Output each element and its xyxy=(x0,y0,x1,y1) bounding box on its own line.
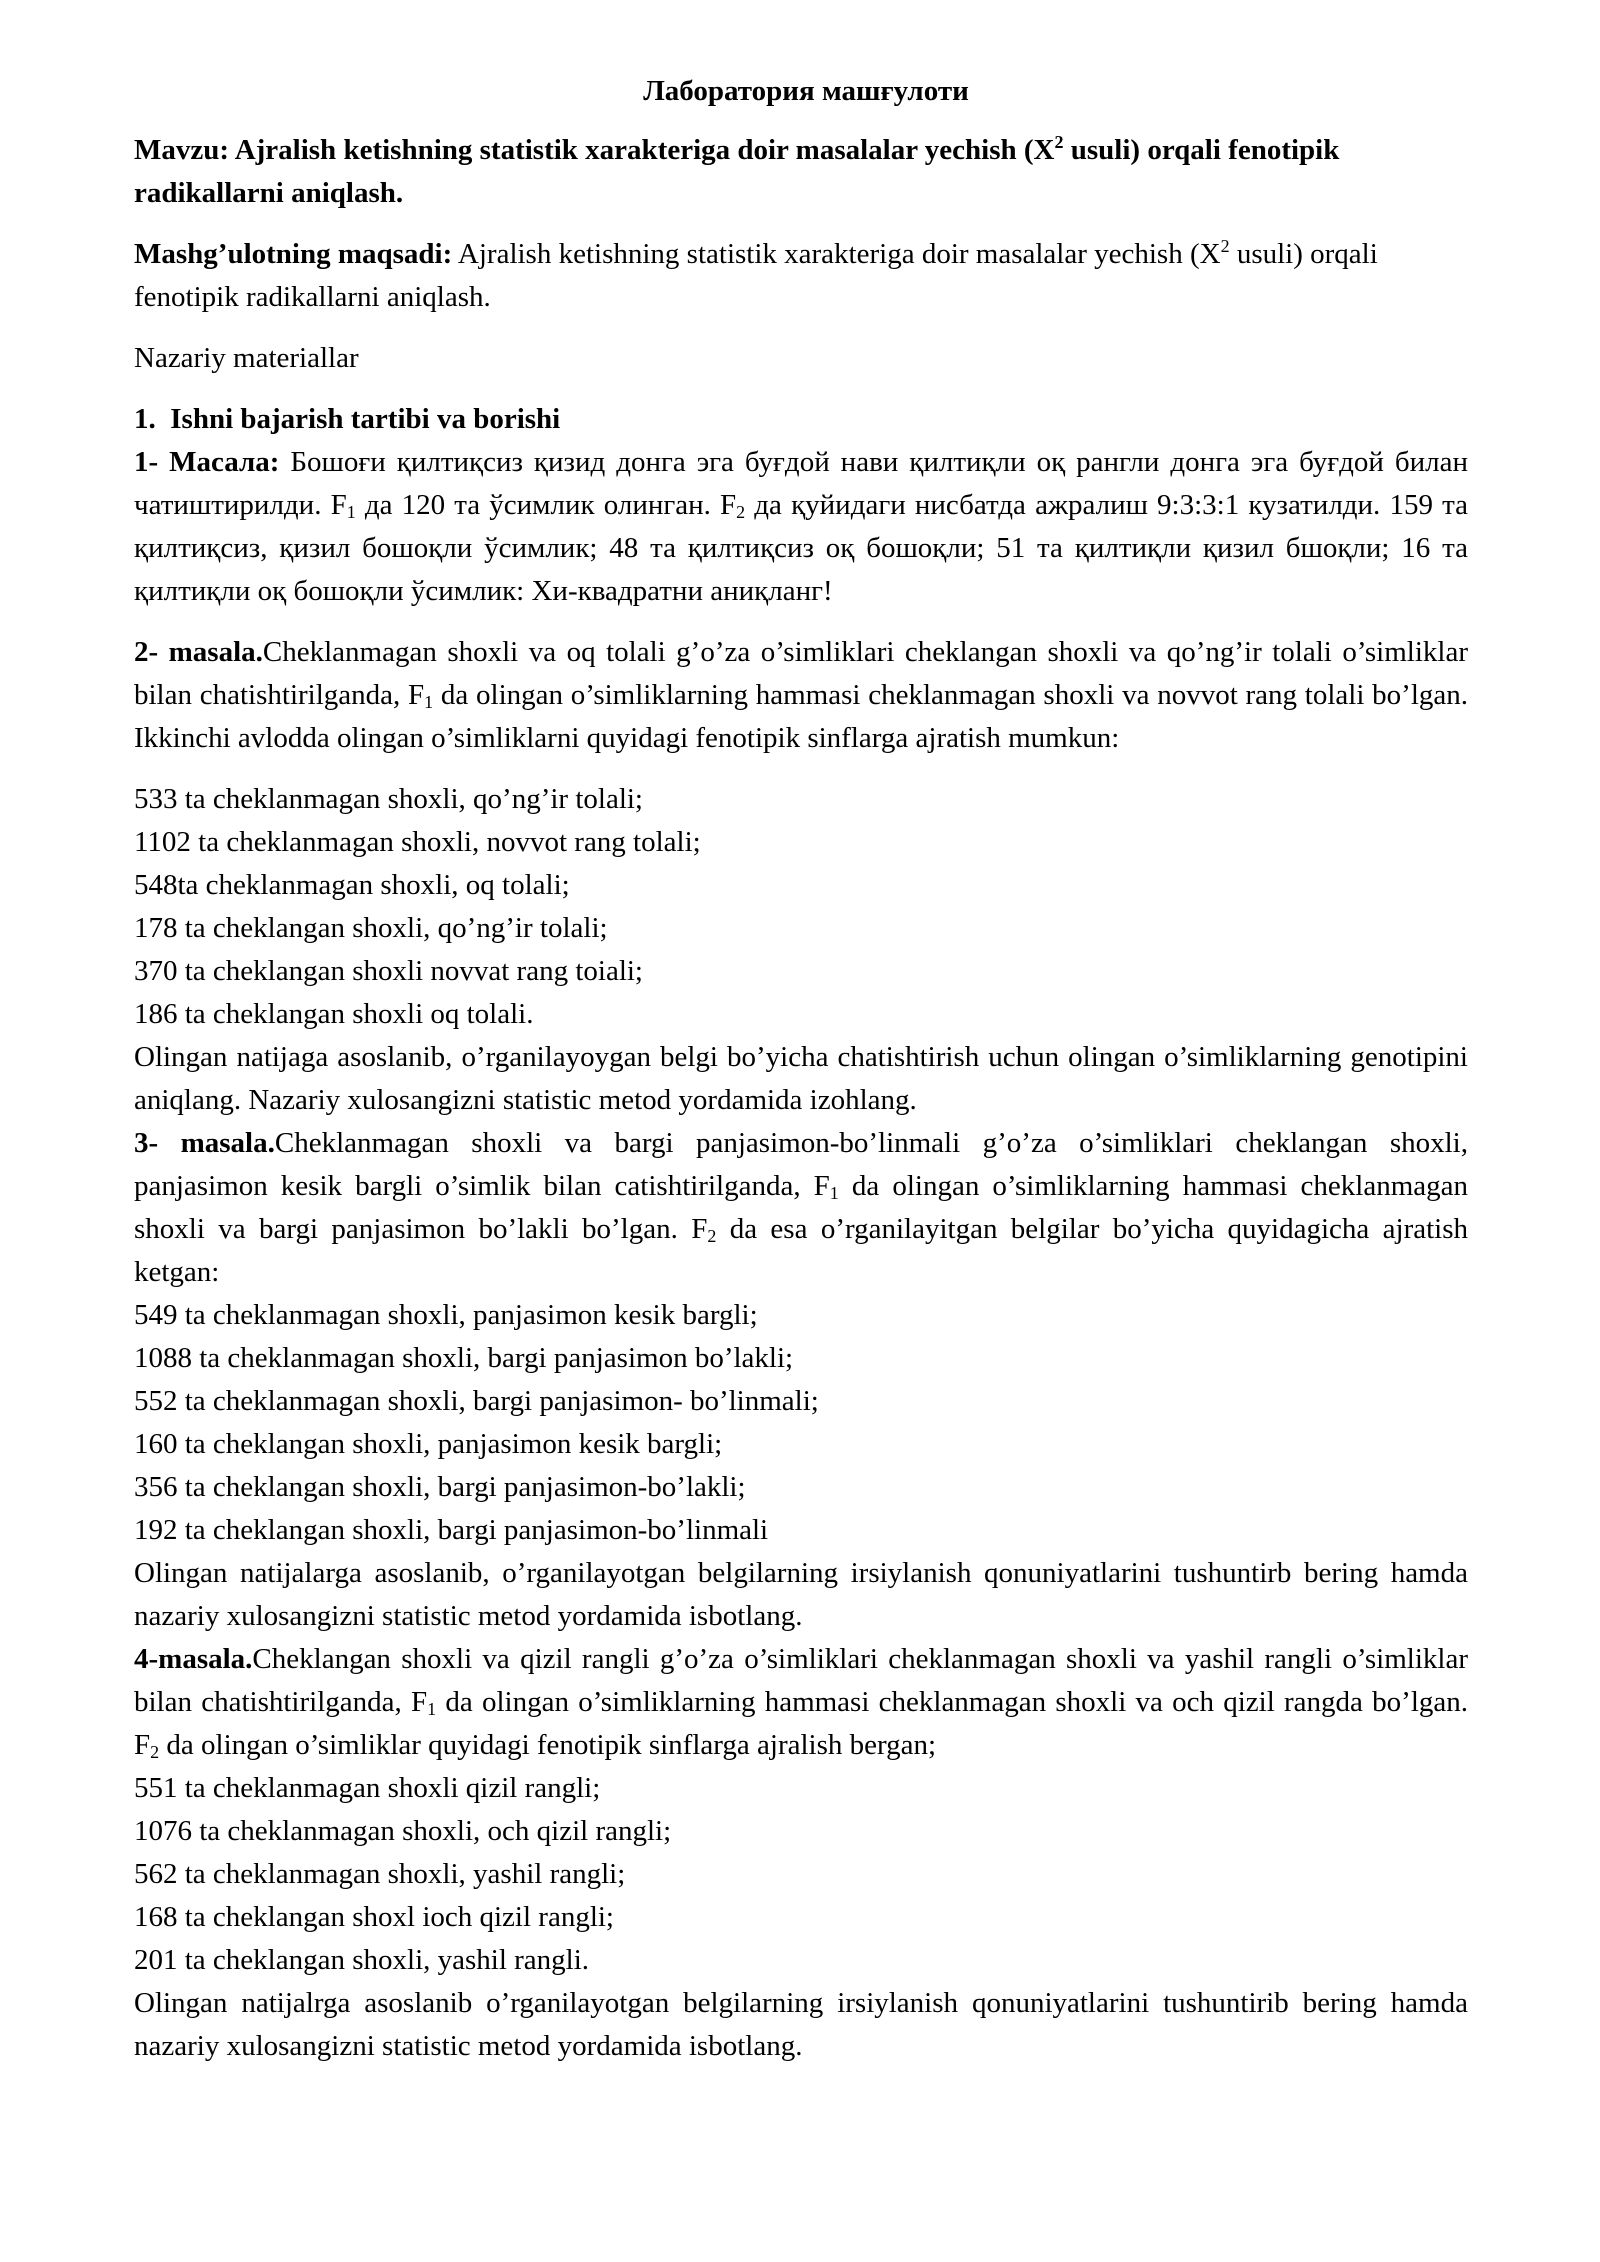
problem-2-label: 2- masala. xyxy=(134,636,263,668)
problem-4-text-a: Cheklangan shoxli va qizil rangli g’o’za o’simliklari cheklanmagan shoxli va yashil rangli o’simliklar bilan chatishtirilganda, F xyxy=(134,1643,1468,1718)
goal-paragraph xyxy=(134,233,1468,319)
list-item: 562 ta cheklanmagan shoxli, yashil rangli; xyxy=(134,1858,626,1890)
problem-3-text-c: da esa o’rganilayitgan belgilar bo’yicha quyidagicha ajratish ketgan: xyxy=(134,1213,1468,1288)
list-item: 1102 ta cheklanmagan shoxli, novvot rang tolali; xyxy=(134,826,701,858)
problem-2-list xyxy=(134,778,1468,1036)
problem-1-text-b: да 120 та ўсимлик олинган. F xyxy=(355,489,737,521)
procedure-title: Ishni bajarish tartibi va borishi xyxy=(170,403,561,435)
problem-3 xyxy=(134,1122,1468,1294)
topic-superscript: 2 xyxy=(1054,132,1064,152)
list-item: 548ta cheklanmagan shoxli, oq tolali; xyxy=(134,869,570,901)
topic-paragraph xyxy=(134,129,1468,215)
list-item: 168 ta cheklangan shoxl ioch qizil rangli; xyxy=(134,1901,614,1933)
list-item: 551 ta cheklanmagan shoxli qizil rangli; xyxy=(134,1772,601,1804)
problem-4-list xyxy=(134,1767,1468,1982)
list-item: 1076 ta cheklanmagan shoxli, och qizil rangli; xyxy=(134,1815,672,1847)
page-title: Лаборатория машғулоти xyxy=(643,75,969,107)
problem-3-text-b: da olingan o’simliklarning hammasi cheklanmagan shoxli va bargi panjasimon bo’lakli bo’lgan. F xyxy=(134,1170,1468,1245)
problem-3-sub-2: 2 xyxy=(707,1226,717,1246)
goal-text-b: usuli) orqali fenotipik radikallarni aniqlash. xyxy=(134,238,1378,313)
goal-superscript: 2 xyxy=(1220,236,1230,256)
procedure-heading xyxy=(134,398,1468,441)
topic-label: Mavzu: xyxy=(134,134,230,166)
problem-1-text-a: Бошоғи қилтиқсиз қизид донга эга буғдой нави қилтиқли оқ рангли донга эга буғдой билан чатиштирилди. F xyxy=(134,446,1468,521)
problem-2-text-b: da olingan o’simliklarning hammasi cheklanmagan shoxli va novvot rang tolali bo’lgan. Ikkinchi avlodda olingan o’simliklarni quyidagi fenotipik sinflarga ajratish mumkun: xyxy=(134,679,1468,754)
goal-label: Mashg’ulotning maqsadi: xyxy=(134,238,453,270)
topic-text-a: Ajralish ketishning statistik xarakteriga doir masalalar yechish (X xyxy=(234,134,1055,166)
problem-3-text-a: Cheklanmagan shoxli va bargi panjasimon-bo’linmali g’o’za o’simliklari cheklangan shoxli, panjasimon kesik bargli o’simlik bilan catishtirilganda, F xyxy=(134,1127,1468,1202)
problem-2-conclusion: Olingan natijaga asoslanib, o’rganilayoygan belgi bo’yicha chatishtirish uchun olingan o’simliklarning genotipini aniqlang. Nazariy xulosangizni statistic metod yordamida izohlang. xyxy=(134,1041,1468,1116)
topic-text-b: usuli) orqali fenotipik radikallarni aniqlash. xyxy=(134,134,1340,209)
problem-4-label: 4-masala. xyxy=(134,1643,253,1675)
goal-text-a: Ajralish ketishning statistik xarakteriga doir masalalar yechish (X xyxy=(452,238,1221,270)
problem-4 xyxy=(134,1638,1468,1767)
problem-1 xyxy=(134,441,1468,613)
procedure-number: 1. xyxy=(134,403,156,435)
problem-4-sub-2: 2 xyxy=(150,1742,160,1762)
theory-heading: Nazariy materiallar xyxy=(134,342,359,374)
problem-2-sub-1: 1 xyxy=(424,692,434,712)
list-item: 186 ta cheklangan shoxli oq tolali. xyxy=(134,998,534,1030)
problem-3-sub-1: 1 xyxy=(829,1183,839,1203)
list-item: 178 ta cheklangan shoxli, qo’ng’ir tolali; xyxy=(134,912,608,944)
problem-4-conclusion: Olingan natijalrga asoslanib o’rganilayotgan belgilarning irsiylanish qonuniyatlarini tushuntirib bering hamda nazariy xulosangizni statistic metod yordamida isbotlang. xyxy=(134,1987,1468,2062)
problem-4-text-c: da olingan o’simliklar quyidagi fenotipik sinflarga ajralish bergan; xyxy=(159,1729,937,1761)
list-item: 192 ta cheklangan shoxli, bargi panjasimon-bo’linmali xyxy=(134,1514,769,1546)
list-item: 356 ta cheklangan shoxli, bargi panjasimon-bo’lakli; xyxy=(134,1471,746,1503)
problem-2-text-a: Cheklanmagan shoxli va oq tolali g’o’za o’simliklari cheklangan shoxli va qo’ng’ir tolali o’simliklar bilan chatishtirilganda, F xyxy=(134,636,1468,711)
list-item: 160 ta cheklangan shoxli, panjasimon kesik bargli; xyxy=(134,1428,723,1460)
problem-4-sub-1: 1 xyxy=(427,1699,437,1719)
problem-3-conclusion: Olingan natijalarga asoslanib, o’rganilayotgan belgilarning irsiylanish qonuniyatlarini tushuntirb bering hamda nazariy xulosangizni statistic metod yordamida isbotlang. xyxy=(134,1557,1468,1632)
list-item: 533 ta cheklanmagan shoxli, qo’ng’ir tolali; xyxy=(134,783,643,815)
list-item: 201 ta cheklangan shoxli, yashil rangli. xyxy=(134,1944,590,1976)
problem-1-sub-1: 1 xyxy=(346,502,356,522)
problem-1-label: 1- Масала: xyxy=(134,446,280,478)
problem-2 xyxy=(134,631,1468,760)
list-item: 552 ta cheklanmagan shoxli, bargi panjasimon- bo’linmali; xyxy=(134,1385,819,1417)
problem-3-label: 3- masala. xyxy=(134,1127,275,1159)
list-item: 370 ta cheklangan shoxli novvat rang toiali; xyxy=(134,955,643,987)
list-item: 549 ta cheklanmagan shoxli, panjasimon kesik bargli; xyxy=(134,1299,758,1331)
problem-3-list xyxy=(134,1294,1468,1552)
problem-1-sub-2: 2 xyxy=(736,502,746,522)
problem-4-text-b: da olingan o’simliklarning hammasi cheklanmagan shoxli va och qizil rangda bo’lgan. F xyxy=(134,1686,1469,1761)
list-item: 1088 ta cheklanmagan shoxli, bargi panjasimon bo’lakli; xyxy=(134,1342,794,1374)
problem-1-text-c: да қуйидаги нисбатда ажралиш 9:3:3:1 кузатилди. 159 та қилтиқсиз, қизил бошоқли ўсимлик; 48 та қилтиқсиз оқ бошоқли; 51 та қилтиқли қизил бшоқли; 16 та қилтиқли оқ бошоқли ўсимлик: Хи-квадратни аниқланг! xyxy=(134,489,1468,607)
